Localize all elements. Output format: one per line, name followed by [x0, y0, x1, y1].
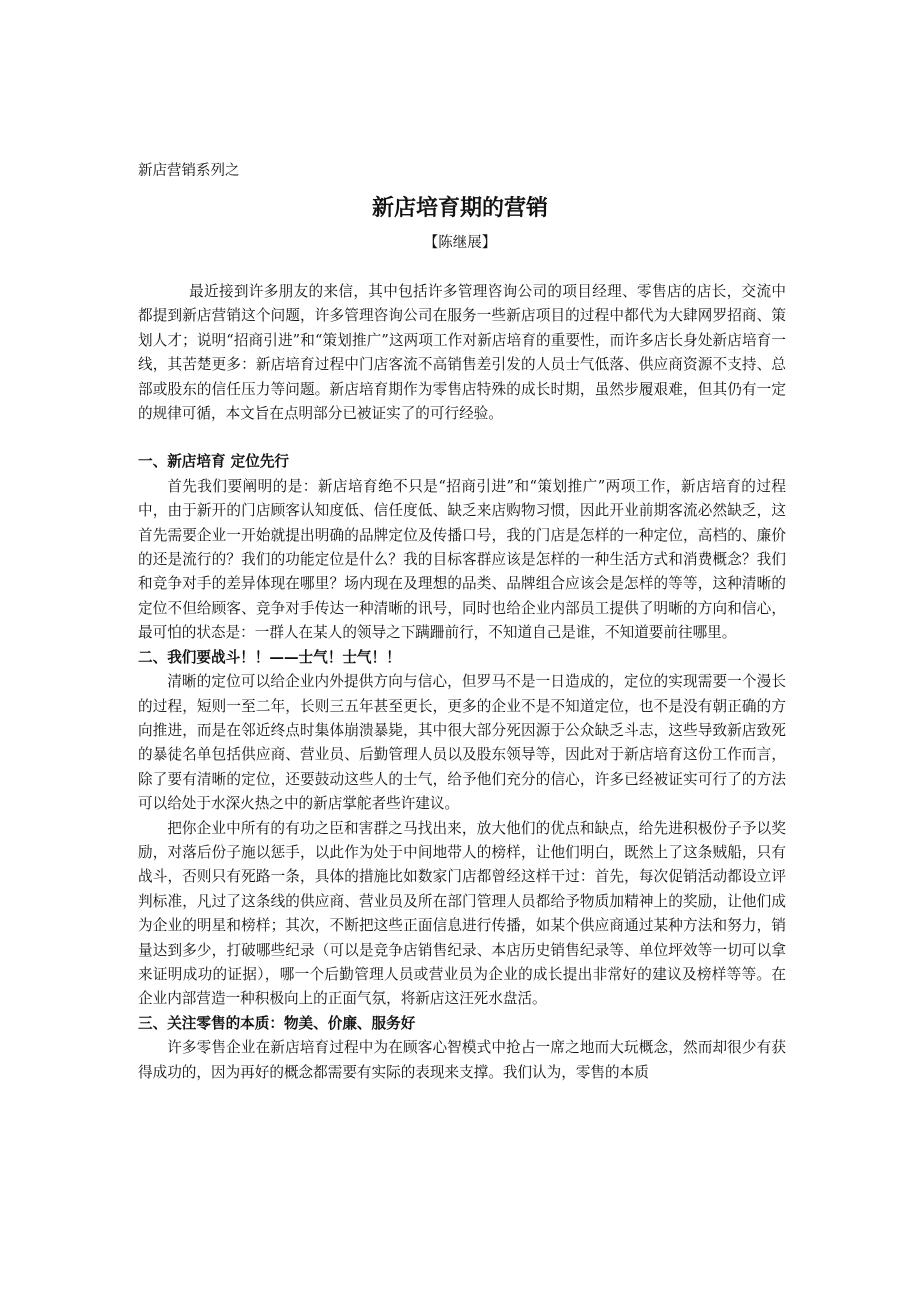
intro-paragraph: 最近接到许多朋友的来信，其中包括许多管理咨询公司的项目经理、零售店的店长，交流中都提到新店营销这个问题，许多管理咨询公司在服务一些新店项目的过程中都代为大肆网罗招商、策划人才；说明“招商引进”和“策划推广”这两项工作对新店培育的重要性，而许多店长身处新店培育一线，其苦楚更多：新店培育过程中门店客流不高销售差引发的人员士气低落、供应商资源不支持、总部或股东的信任压力等问题。新店培育期作为零售店特殊的成长时期，虽然步履艰难，但其仍有一定的规律可循，本文旨在点明部分已被证实了的可行经验。: [138, 283, 786, 423]
article-title: 新店培育期的营销: [371, 196, 548, 221]
section-1-paragraph-1: 首先我们要阐明的是：新店培育绝不只是“招商引进”和“策划推广”两项工作，新店培育的过程中，由于新开的门店顾客认知度低、信任度低、缺乏来店购物习惯，因此开业前期客流必然缺乏，这首先需要企业一开始就提出明确的品牌定位及传播口号，我的门店是怎样的一种定位，高档的、廉价的还是流行的？我们的功能定位是什么？我的目标客群应该是怎样的一种生活方式和消费概念？我们和竞争对手的差异体现在哪里？场内现在及理想的品类、品牌组合应该会是怎样的等等，这种清晰的定位不但给顾客、竞争对手传达一种清晰的讯号，同时也给企业内部员工提供了明晰的方向和信心，最可怕的状态是：一群人在某人的领导之下蹒跚前行，不知道自己是谁，不知道要前往哪里。: [138, 477, 786, 642]
series-label: 新店营销系列之: [138, 163, 240, 179]
section-2-paragraph-1: 清晰的定位可以给企业内外提供方向与信心，但罗马不是一日造成的，定位的实现需要一个漫长的过程，短则一至二年，长则三五年甚至更长，更多的企业不是不知道定位，也不是没有朝正确的方向推进，而是在邻近终点时集体崩溃暴毙，其中很大部分死因源于公众缺乏斗志，这些导致新店致死的暴徒名单包括供应商、营业员、后勤管理人员以及股东领导等，因此对于新店培育这份工作而言，除了要有清晰的定位，还要鼓动这些人的士气，给予他们充分的信心，许多已经被证实可行了的方法可以给处于水深火热之中的新店掌舵者些许建议。: [138, 673, 786, 813]
section-heading-3: 三、关注零售的本质：物美、价廉、服务好: [138, 1014, 416, 1032]
section-heading-1: 一、新店培育 定位先行: [138, 453, 290, 471]
section-heading-2: 二、我们要战斗！！——士气！士气！！: [138, 648, 401, 666]
author-byline: 【陈继展】: [423, 235, 497, 251]
section-2-paragraph-2: 把你企业中所有的有功之臣和害群之马找出来，放大他们的优点和缺点，给先进积极份子予以奖励，对落后份子施以惩手，以此作为处于中间地带人的榜样，让他们明白，既然上了这条贼船，只有战斗，否则只有死路一条，具体的措施比如数家门店都曾经这样干过：首先，每次促销活动都设立评判标准，凡过了这条线的供应商、营业员及所在部门管理人员都给予物质加精神上的奖励，让他们成为企业的明星和榜样；其次，不断把这些正面信息进行传播，如某个供应商通过某种方法和努力，销量达到多少，打破哪些纪录（可以是竞争店销售纪录、本店历史销售纪录等、单位坪效等一切可以拿来证明成功的证据），哪一个后勤管理人员或营业员为企业的成长提出非常好的建议及榜样等等。在企业内部营造一种积极向上的正面气氛，将新店这汪死水盘活。: [138, 819, 786, 1008]
section-3-paragraph-1: 许多零售企业在新店培育过程中为在顾客心智模式中抢占一席之地而大玩概念，然而却很少有获得成功的，因为再好的概念都需要有实际的表现来支撑。我们认为，零售的本质: [138, 1039, 786, 1081]
article-body: [138, 280, 786, 1085]
section-spacer: [138, 426, 786, 450]
